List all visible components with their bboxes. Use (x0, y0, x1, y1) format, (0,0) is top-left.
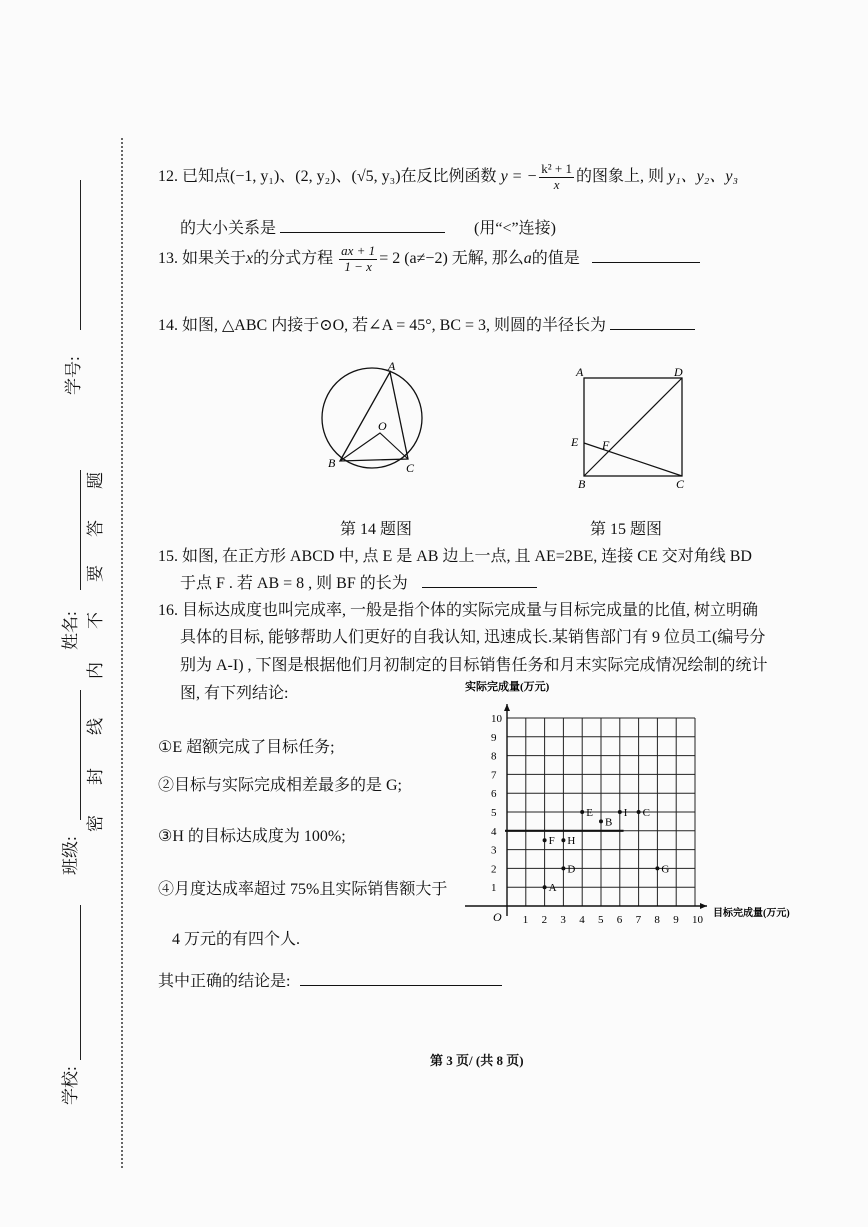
q16-statement-4: ④月度达成率超过 75%且实际销售额大于 (158, 881, 448, 898)
fig15-label-E: E (571, 435, 579, 449)
q12-fraction (539, 162, 574, 193)
q12-function-lhs: y = − (500, 168, 538, 186)
fig14-triangle (340, 372, 408, 461)
question-16-line2: 具体的目标, 能够帮助人们更好的自我认知, 迅速成长.某销售部门有 9 位员工(编号分 (180, 629, 766, 646)
x-tick-label: 1 (522, 914, 529, 926)
fig15-segment-ce (584, 443, 682, 476)
q12-variables: y₁、y₂、y₃ (668, 168, 739, 186)
data-point-H (561, 838, 565, 842)
q13-answer-blank[interactable] (592, 248, 700, 263)
q13-var-x: x (246, 250, 254, 268)
y-tick-label: 8 (491, 750, 497, 763)
q16-statement-2: ②目标与实际完成相差最多的是 G; (158, 777, 403, 794)
x-tick-label: 10 (692, 914, 703, 926)
notice-char-5: 内 (86, 662, 105, 679)
x-tick-label: 4 (579, 914, 585, 926)
q16-answer-line (158, 968, 502, 991)
y-tick-label: 6 (491, 788, 497, 801)
q12-fraction-denominator: x (553, 176, 560, 192)
fig14-label-O: O (378, 419, 387, 433)
q12-text-a: 12. 已知点 (158, 168, 231, 186)
x-axis-arrow (700, 903, 707, 909)
y-tick-label: 5 (491, 807, 497, 819)
q13-text-d: 的值是 (531, 250, 580, 268)
x-tick-label: 5 (598, 914, 604, 926)
data-point-I (618, 810, 622, 814)
origin-label: O (493, 910, 502, 924)
y-tick-label: 9 (491, 731, 497, 744)
q12-point-1: (−1, y₁)、 (230, 168, 296, 186)
data-point-A (543, 885, 547, 889)
y-tick-label: 4 (491, 825, 497, 838)
page-footer: 第 3 页/ (共 8 页) (430, 1053, 524, 1068)
data-point-E (580, 810, 584, 814)
name-line (80, 470, 81, 590)
q16-answer-label: 其中正确的结论是: (158, 973, 291, 990)
question-16-line4: 图, 有下列结论: (180, 685, 289, 702)
notice-char-2: 答 (86, 520, 105, 537)
question-12-line2 (180, 215, 556, 238)
notice-char-6: 线 (86, 718, 105, 735)
q16-statement-4b: 4 万元的有四个人. (172, 931, 301, 948)
q13-fraction (339, 244, 377, 275)
question-13 (158, 244, 700, 275)
fig14-label-C: C (406, 461, 415, 475)
q13-var-a: a (523, 250, 532, 268)
q14-answer-blank[interactable] (610, 315, 695, 330)
question-15-line1: 15. 如图, 在正方形 ABCD 中, 点 E 是 AB 边上一点, 且 AE=2BE, 连接 CE 交对角线 BD (158, 548, 752, 565)
q15-line2-text: 于点 F . 若 AB = 8 , 则 BF 的长为 (180, 575, 408, 592)
x-axis-label: 目标完成量(万元) (713, 908, 790, 919)
school-label: 学校: (61, 1066, 80, 1105)
target-vs-actual-chart (455, 678, 810, 940)
fig15-label-F: F (602, 438, 610, 452)
point-label-H: H (567, 835, 576, 848)
q12-answer-blank[interactable] (280, 218, 445, 233)
fig14-label-A: A (388, 360, 396, 373)
fig15-label-A: A (576, 365, 584, 379)
notice-char-4: 不 (86, 612, 105, 629)
fig14-radii (340, 433, 408, 461)
student-id-label: 学号: (64, 356, 83, 395)
point-label-G: G (661, 863, 670, 876)
fig15-label-D: D (674, 365, 683, 379)
point-label-D: D (567, 863, 576, 876)
question-14 (158, 312, 695, 335)
point-label-A: A (548, 882, 557, 895)
fig14-label-B: B (328, 456, 336, 470)
data-point-D (561, 866, 565, 870)
x-tick-label: 3 (560, 914, 566, 926)
name-label: 姓名: (61, 611, 80, 650)
binding-dotted-line (121, 138, 123, 1168)
q16-statement-1: ①E 超额完成了目标任务; (158, 739, 335, 756)
x-tick-label: 9 (673, 914, 679, 926)
q12-text-c: 的图象上, 则 (576, 168, 665, 186)
class-label: 班级: (61, 836, 80, 875)
class-line (80, 690, 81, 820)
q16-answer-blank[interactable] (300, 971, 502, 986)
y-axis-label: 实际完成量(万元) (465, 681, 550, 693)
y-axis-arrow (504, 704, 510, 711)
x-tick-label: 2 (541, 914, 548, 926)
y-tick-label: 2 (491, 863, 497, 876)
student-id-line (80, 180, 81, 330)
x-tick-label: 8 (654, 914, 660, 926)
q12-point-2: (2, y₂)、 (295, 168, 352, 186)
q14-text: 14. 如图, △ABC 内接于⊙O, 若∠A = 45°, BC = 3, 则圆的半径长为 (158, 317, 607, 334)
point-label-F: F (548, 835, 555, 848)
question-16-line3: 别为 A-I) , 下图是根据他们月初制定的目标销售任务和月末实际完成情况绘制的统计 (180, 657, 768, 674)
q12-point-3: (√5, y₃) (351, 168, 401, 186)
question-15-line2 (180, 570, 537, 593)
q12-fraction-numerator: k² + 1 (541, 161, 572, 176)
point-label-B: B (605, 816, 613, 829)
notice-char-8: 密 (86, 815, 105, 832)
q12-hint: (用“<”连接) (474, 220, 556, 237)
q12-text-b: 在反比例函数 (400, 168, 497, 186)
school-line (80, 905, 81, 1060)
notice-char-1: 题 (86, 472, 105, 489)
y-tick-label: 10 (491, 713, 502, 725)
data-point-B (599, 819, 603, 823)
q16-statement-3: ③H 的目标达成度为 100%; (158, 828, 346, 845)
point-label-I: I (623, 807, 628, 819)
point-label-E: E (586, 807, 593, 819)
data-point-F (543, 838, 547, 842)
figure-15 (568, 364, 698, 492)
q13-text-b: 的分式方程 (253, 250, 334, 268)
x-tick-label: 7 (635, 914, 642, 926)
fig15-diagonal-bd (584, 378, 682, 476)
data-point-G (655, 866, 659, 870)
q12-line2-text: 的大小关系是 (180, 220, 277, 237)
q15-answer-blank[interactable] (422, 573, 537, 588)
y-tick-label: 3 (491, 844, 497, 857)
notice-char-7: 封 (86, 768, 105, 785)
fig15-label-C: C (676, 477, 685, 491)
figure-14 (310, 360, 440, 480)
q13-fraction-denominator: 1 − x (344, 258, 372, 274)
q13-text-c: = 2 (a≠−2) 无解, 那么 (379, 250, 524, 268)
q13-fraction-numerator: ax + 1 (341, 243, 376, 258)
y-tick-label: 7 (491, 769, 497, 782)
x-tick-label: 6 (616, 914, 623, 926)
notice-char-3: 要 (86, 565, 105, 582)
data-point-C (637, 810, 641, 814)
question-16-line1: 16. 目标达成度也叫完成率, 一般是指个体的实际完成量与目标完成量的比值, 树立明确 (158, 602, 759, 619)
fig14-caption: 第 14 题图 (340, 521, 413, 538)
fig15-caption: 第 15 题图 (590, 521, 663, 538)
fig15-label-B: B (578, 477, 586, 491)
point-label-C: C (642, 807, 650, 819)
q13-text-a: 13. 如果关于 (158, 250, 247, 268)
y-tick-label: 1 (491, 882, 497, 895)
question-12-line1 (158, 162, 738, 193)
